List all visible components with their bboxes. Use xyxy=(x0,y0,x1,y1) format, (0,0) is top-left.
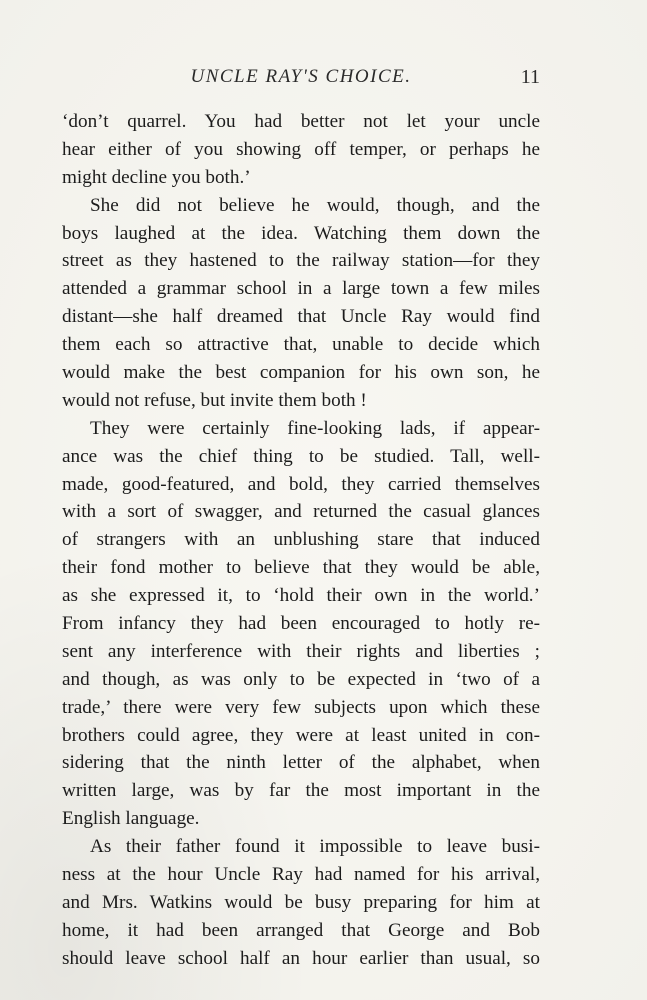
text-line: as she expressed it, to ‘hold their own in the world.’ xyxy=(62,585,540,607)
text-line: home, it had been arranged that George and Bob xyxy=(62,919,540,941)
text-line: would make the best companion for his own son, he xyxy=(62,362,540,384)
text-line: They were certainly fine-looking lads, if appear- xyxy=(90,417,540,439)
text-line: attended a grammar school in a large town a few miles xyxy=(62,278,540,300)
text-line: From infancy they had been encouraged to hotly re- xyxy=(62,613,540,635)
text-line: should leave school half an hour earlier than usual, so xyxy=(62,947,540,969)
text-line: ness at the hour Uncle Ray had named for his arrival, xyxy=(62,864,540,886)
text-line: trade,’ there were very few subjects upon which these xyxy=(62,696,540,718)
text-line: and though, as was only to be expected in ‘two of a xyxy=(62,668,540,690)
text-line: sent any interference with their rights and liberties ; xyxy=(62,640,540,662)
text-line: She did not believe he would, though, and the xyxy=(90,194,540,216)
text-line: boys laughed at the idea. Watching them down the xyxy=(62,222,540,244)
page-number: 11 xyxy=(520,66,540,88)
text-line: would not refuse, but invite them both ! xyxy=(62,389,367,411)
text-line: English language. xyxy=(62,808,200,830)
text-line: As their father found it impossible to leave busi- xyxy=(90,836,540,858)
text-line: distant—she half dreamed that Uncle Ray would find xyxy=(62,306,540,328)
text-line: with a sort of swagger, and returned the casual glances xyxy=(62,501,540,523)
text-line: might decline you both.’ xyxy=(62,166,251,188)
running-title: UNCLE RAY'S CHOICE. xyxy=(190,66,412,87)
text-line: written large, was by far the most important in the xyxy=(62,780,540,802)
text-line: brothers could agree, they were at least united in con- xyxy=(62,724,540,746)
text-line: hear either of you showing off temper, or perhaps he xyxy=(62,138,540,160)
text-line: sidering that the ninth letter of the alphabet, when xyxy=(62,752,540,774)
text-line: their fond mother to believe that they would be able, xyxy=(62,557,540,579)
page-header xyxy=(62,66,540,92)
text-line: of strangers with an unblushing stare that induced xyxy=(62,529,540,551)
text-line: ‘don’t quarrel. You had better not let your uncle xyxy=(62,111,540,132)
text-line: them each so attractive that, unable to decide which xyxy=(62,334,540,356)
text-line: ance was the chief thing to be studied. Tall, well- xyxy=(62,445,540,467)
text-line: made, good-featured, and bold, they carried themselves xyxy=(62,473,540,495)
text-line: and Mrs. Watkins would be busy preparing for him at xyxy=(62,891,540,913)
text-line: street as they hastened to the railway station—for they xyxy=(62,250,540,272)
body-text xyxy=(62,108,540,973)
